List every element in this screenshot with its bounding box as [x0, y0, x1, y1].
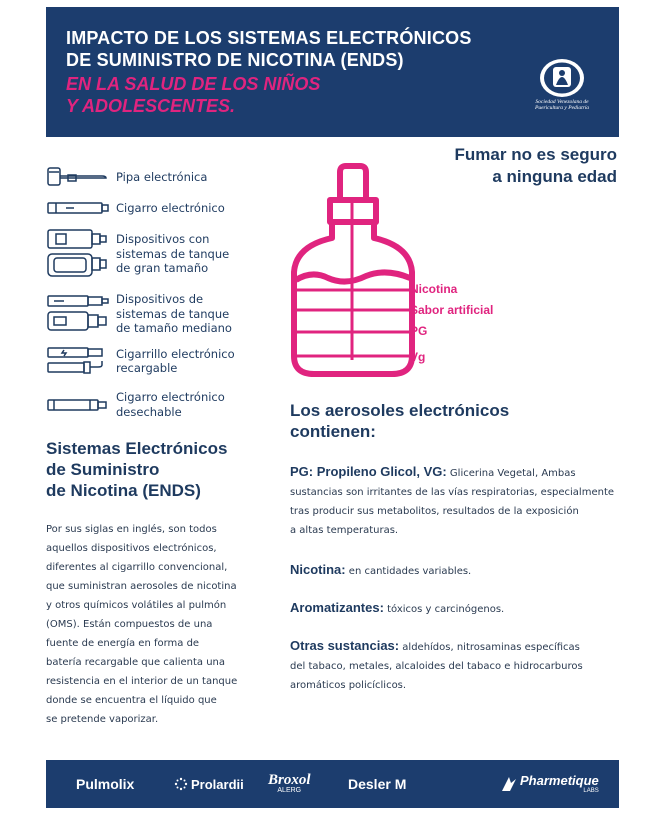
device-item-e-cigar	[46, 200, 225, 216]
society-logo	[526, 55, 598, 125]
device-label: Dispositivos con sistemas de tanque de gran tamaño	[116, 232, 230, 276]
device-item-disposable	[46, 390, 225, 419]
large-tank-device-icon	[46, 228, 110, 280]
aerosols-heading: Los aerosoles electrónicos contienen:	[290, 401, 510, 441]
brand-broxol: Broxol ALERG	[268, 772, 311, 794]
device-label: Dispositivos de sistemas de tanque de tamaño mediano	[116, 292, 232, 335]
device-item-rechargeable	[46, 346, 235, 376]
medium-tank-device-icon	[46, 294, 110, 334]
ends-heading: Sistemas Electrónicos de Suministro de Nicotina (ENDS)	[46, 439, 228, 500]
aerosol-aromatizantes: Aromatizantes: tóxicos y carcinógenos.	[290, 600, 505, 615]
header-subtitle: EN LA SALUD DE LOS NIÑOS Y ADOLESCENTES.	[66, 74, 321, 116]
tagline: Fumar no es seguro a ninguna edad	[454, 145, 617, 186]
brand-prolardii: Prolardii	[174, 760, 244, 808]
device-label: Cigarrillo electrónico recargable	[116, 346, 235, 375]
device-item-pipe	[46, 166, 207, 188]
brand-pharmetique: Pharmetique LABS	[500, 760, 599, 808]
header-title: IMPACTO DE LOS SISTEMAS ELECTRÓNICOS DE SUMINISTRO DE NICOTINA (ENDS)	[66, 28, 472, 70]
rechargeable-ecig-icon	[46, 346, 110, 376]
header-banner	[46, 7, 619, 137]
brand-desler: Desler M	[348, 776, 407, 792]
aerosol-nicotina: Nicotina: en cantidades variables.	[290, 562, 472, 577]
ends-description: Por sus siglas en inglés, son todos aquellos dispositivos electrónicos, diferentes al cigarrillo convencional, que suministran aerosoles de nicotina y otros químicos volátiles al pulmón (OMS). Están compuestos de una fuente de energía en forma de batería recargable que calienta una resistencia en el interior de un tanque donde se encuentra el líquido que se pretende vaporizar.	[46, 524, 238, 725]
device-item-medium-tank	[46, 292, 232, 336]
e-liquid-bottle-icon	[286, 160, 426, 390]
aerosol-pg-vg: PG: Propileno Glicol, VG: Glicerina Vegetal, Ambas sustancias son irritantes de las vías respiratorias, especialmente tras producir sus metabolitos, resultados de la exposición a altas temperaturas.	[290, 464, 615, 536]
pipe-icon	[46, 166, 110, 188]
prolardii-logo-icon	[174, 777, 188, 791]
bottle-label-sabor: Sabor artificial	[410, 303, 494, 317]
bottle-label-vg: Vg	[410, 350, 426, 364]
society-name: Sociedad Venezolana de Puericultura y Pediatría	[534, 99, 590, 111]
device-label: Pipa electrónica	[116, 169, 208, 184]
device-label: Cigarro electrónico desechable	[116, 390, 225, 419]
bottle-label-nicotina: Nicotina	[410, 282, 458, 296]
e-cigar-icon	[46, 200, 110, 216]
sponsor-footer	[46, 760, 619, 808]
brand-pulmolix: Pulmolix	[76, 776, 135, 792]
device-label: Cigarro electrónico	[116, 200, 225, 215]
aerosol-otras: Otras sustancias: aldehídos, nitrosaminas específicas del tabaco, metales, alcaloides del tabaco e hidrocarburos aromáticos policíclicos.	[290, 638, 583, 691]
society-emblem-icon	[526, 55, 598, 101]
device-item-large-tank	[46, 228, 229, 280]
pharmetique-logo-icon	[500, 775, 518, 793]
bottle-label-pg: PG	[410, 324, 428, 338]
disposable-ecig-icon	[46, 395, 110, 415]
